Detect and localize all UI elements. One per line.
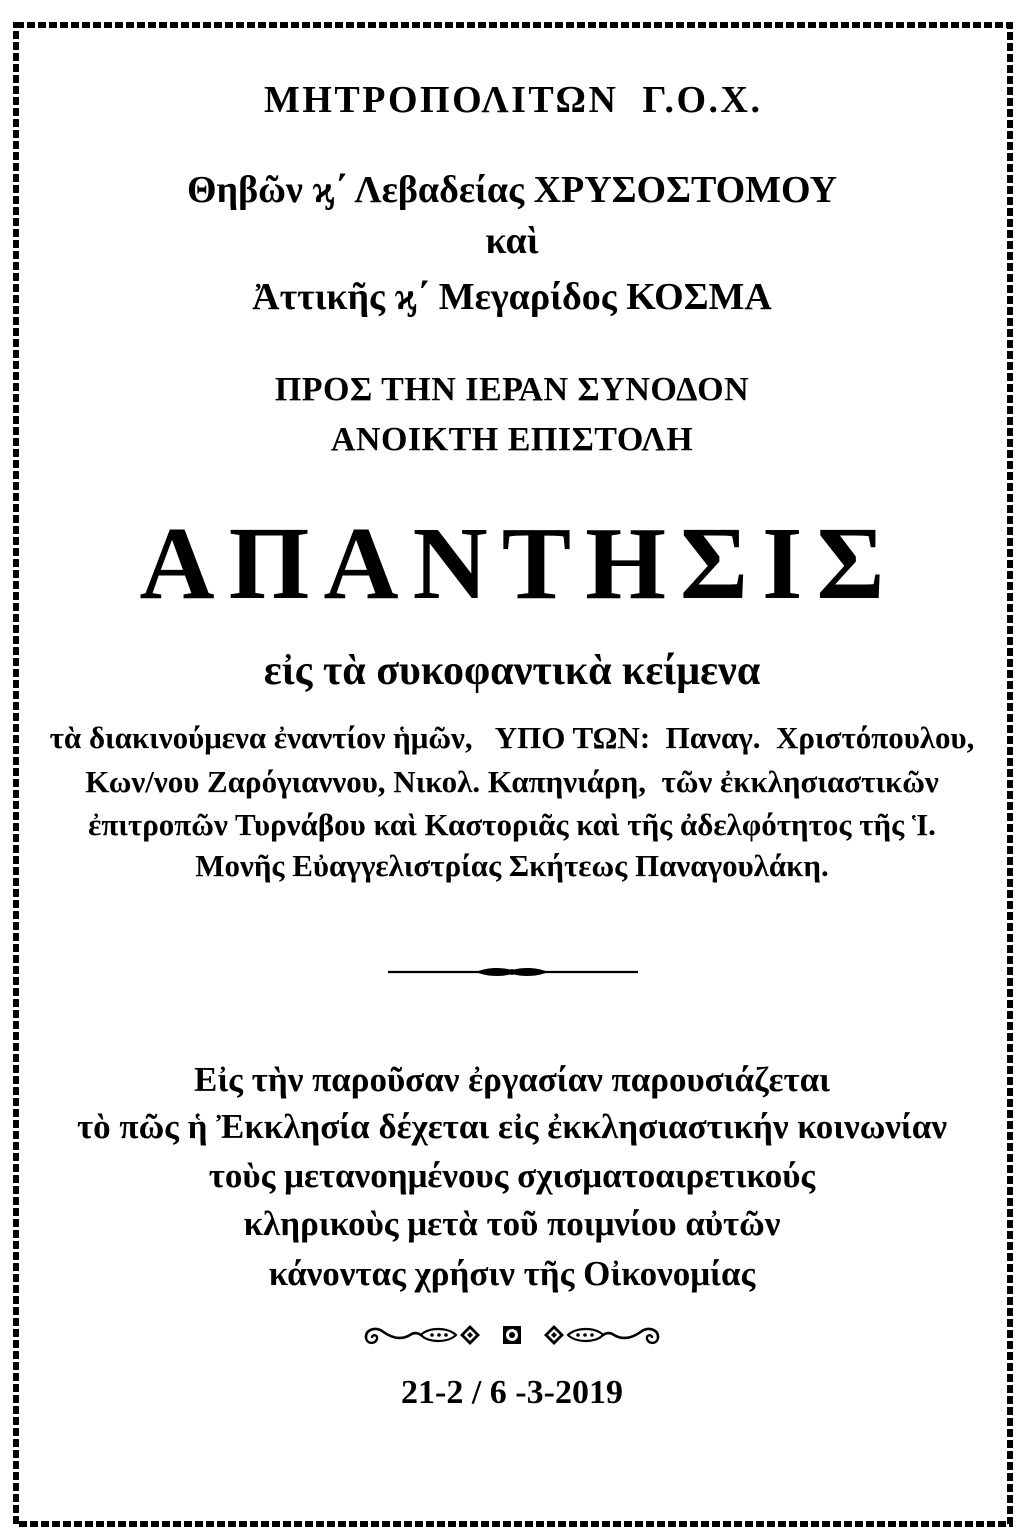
scroll-curl-left bbox=[366, 1335, 377, 1343]
leaf-dot bbox=[444, 1333, 448, 1337]
divider-swell-right bbox=[513, 968, 549, 976]
scroll-curl-right bbox=[647, 1335, 658, 1343]
summary-line: κληρικοὺς μετὰ τοῦ ποιμνίου αὐτῶν bbox=[243, 1204, 781, 1243]
divider-knot bbox=[509, 969, 515, 975]
tailpiece-right-half bbox=[544, 1325, 658, 1345]
divider-ornament bbox=[380, 958, 646, 986]
summary-line: κάνοντας χρήσιν τῆς Οἰκονομίας bbox=[268, 1254, 756, 1293]
divider-swell-left bbox=[476, 968, 512, 976]
summary-line: Εἰς τὴν παροῦσαν ἐργασίαν παρουσιάζεται bbox=[193, 1060, 831, 1099]
leaf-dot bbox=[590, 1333, 594, 1337]
leaf-dot bbox=[430, 1333, 434, 1337]
summary-line: τοὺς μετανοημένους σχισματοαιρετικούς bbox=[208, 1156, 816, 1195]
description-line: Μονῆς Εὐαγγελιστρίας Σκήτεως Παναγουλάκη. bbox=[195, 848, 829, 883]
leaf-dot bbox=[437, 1333, 441, 1337]
leaf-dot bbox=[576, 1333, 580, 1337]
scroll-flourish-right bbox=[603, 1329, 658, 1338]
tailpiece-ornament bbox=[358, 1317, 668, 1353]
document-date: 21-2 / 6 -3-2019 bbox=[401, 1374, 623, 1411]
description-line: Κων/νου Ζαρόγιαννου, Νικολ. Καπηνιάρη, τῶν ἐκκλησιαστικῶν bbox=[85, 764, 939, 799]
document-title: ΑΠΑΝΤΗΣΙΣ bbox=[139, 506, 899, 621]
letter-type-line: ΑΝΟΙΚΤΗ ΕΠΙΣΤΟΛΗ bbox=[330, 421, 694, 458]
scroll-flourish-left bbox=[366, 1329, 421, 1338]
summary-line: τὸ πῶς ἡ Ἐκκλησία δέχεται εἰς ἐκκλησιαστικήν κοινωνίαν bbox=[77, 1107, 947, 1146]
leaf-dot bbox=[583, 1333, 587, 1337]
center-dot bbox=[509, 1332, 515, 1338]
description-line: τὰ διακινούμενα ἐναντίον ἡμῶν, ΥΠΟ ΤΩΝ: Παναγ. Χριστόπουλου, bbox=[49, 720, 975, 755]
hierarch-thebes: Θηβῶν ϗ΄ Λεβαδείας ΧΡΥΣΟΣΤΟΜΟΥ bbox=[186, 169, 838, 211]
conjunction-text: καὶ bbox=[485, 220, 539, 262]
tailpiece-left-half bbox=[366, 1325, 480, 1345]
hierarch-attica: Ἀττικῆς ϗ΄ Μεγαρίδος ΚΟΣΜΑ bbox=[252, 276, 772, 318]
issuer-heading: ΜΗΤΡΟΠΟΛΙΤΩΝ Γ.Ο.Χ. bbox=[263, 79, 763, 121]
description-line: ἐπιτροπῶν Τυρνάβου καὶ Καστοριᾶς καὶ τῆς ἀδελφότητος τῆς Ἱ. bbox=[88, 807, 936, 842]
document-subtitle: εἰς τὰ συκοφαντικὰ κείμενα bbox=[263, 648, 761, 694]
recipient-line: ΠΡΟΣ ΤΗΝ ΙΕΡΑΝ ΣΥΝΟΔΟΝ bbox=[274, 371, 750, 408]
